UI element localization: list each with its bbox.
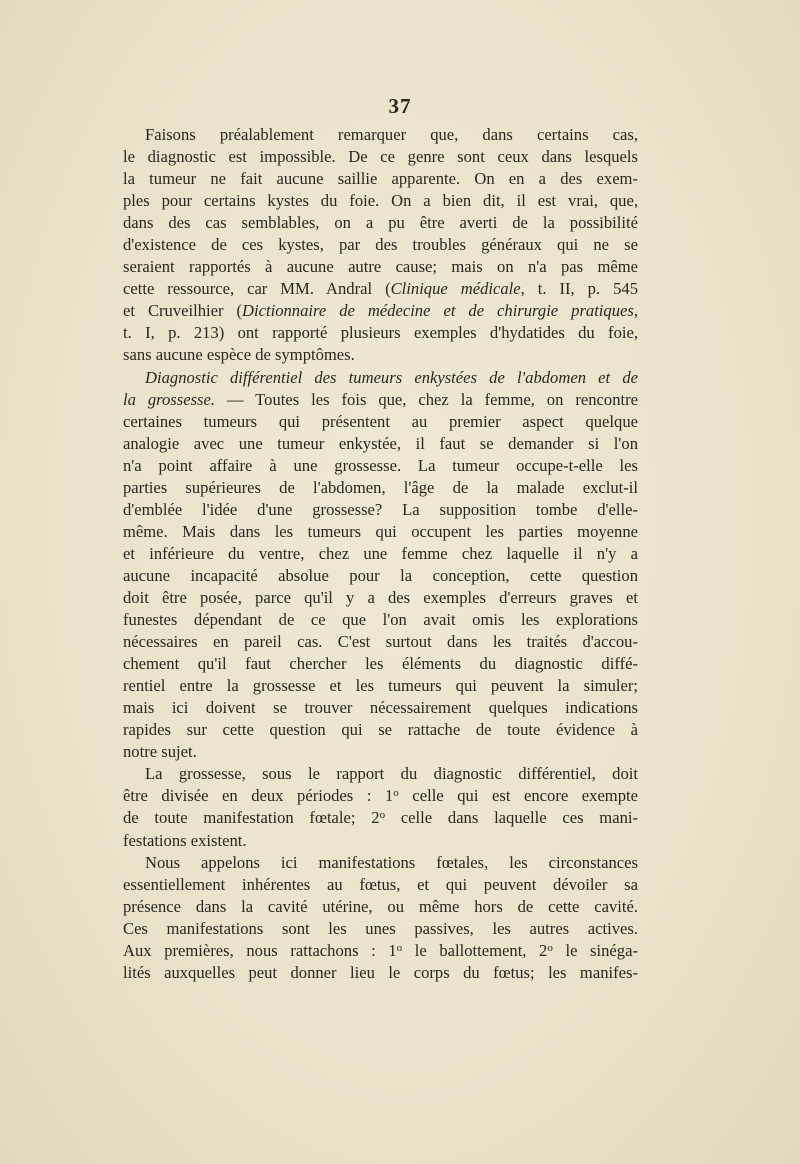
text-line: essentiellement inhérentes au fœtus, et qui peuvent dévoiler sa [123, 874, 638, 894]
text-line: funestes dépendant de ce que l'on avait omis les explorations [123, 610, 638, 630]
text-line: la tumeur ne fait aucune saillie apparente. On en a des exem- [123, 169, 638, 189]
text-line: d'existence de ces kystes, par des troubles généraux qui ne se [123, 235, 638, 255]
text-line: doit être posée, parce qu'il y a des exemples d'erreurs graves et [123, 587, 638, 607]
text-line: certaines tumeurs qui présentent au premier aspect quelque [123, 411, 638, 431]
text-line: rentiel entre la grossesse et les tumeurs qui peuvent la simuler; [123, 676, 638, 696]
text-line: Faisons préalablement remarquer que, dans certains cas, [145, 125, 638, 144]
text-line: nécessaires en pareil cas. C'est surtout dans les traités d'accou- [123, 632, 638, 652]
text-line: être divisée en deux périodes : 1$^o$ celle qui est encore exempte [123, 786, 638, 806]
text-line: parties supérieures de l'abdomen, l'âge de la malade exclut-il [123, 477, 638, 497]
text-line: lités auxquelles peut donner lieu le corps du fœtus; les manifes- [123, 962, 638, 982]
text-line: et inférieure du ventre, chez une femme chez laquelle il n'y a [123, 543, 638, 563]
text-line: aucune incapacité absolue pour la conception, cette question [123, 565, 638, 585]
text-line: dans des cas semblables, on a pu être averti de la possibilité [123, 213, 638, 233]
text-line: de toute manifestation fœtale; 2$^o$ celle dans laquelle ces mani- [123, 808, 638, 828]
text-line: la grossesse. — Toutes les fois que, chez la femme, on rencontre [123, 389, 638, 409]
section-heading-line: Diagnostic différentiel des tumeurs enkystées de l'abdomen et de [145, 367, 638, 387]
text-line: Aux premières, nous rattachons : 1$^o$ le ballottement, 2$^o$ le sinéga- [123, 940, 638, 960]
body-text [123, 124, 638, 984]
text-line: cette ressource, car MM. Andral (Clinique médicale, t. II, p. 545 [123, 279, 638, 299]
text-line: n'a point affaire à une grossesse. La tumeur occupe-t-elle les [123, 455, 638, 475]
text-line: Nous appelons ici manifestations fœtales, les circonstances [145, 852, 638, 872]
text-line: ples pour certains kystes du foie. On a bien dit, il est vrai, que, [123, 191, 638, 211]
text-line: t. I, p. 213) ont rapporté plusieurs exemples d'hydatides du foie, [123, 323, 638, 343]
text-line: rapides sur cette question qui se rattache de toute évidence à [123, 720, 638, 740]
text-line: d'emblée l'idée d'une grossesse? La supposition tombe d'elle- [123, 499, 638, 519]
text-line: et Cruveilhier (Dictionnaire de médecine et de chirurgie pratiques, [123, 301, 638, 321]
text-line: festations existent. [123, 830, 247, 850]
text-line: chement qu'il faut chercher les éléments du diagnostic diffé- [123, 654, 638, 674]
text-line: La grossesse, sous le rapport du diagnostic différentiel, doit [145, 764, 638, 784]
text-line: mais ici doivent se trouver nécessairement quelques indications [123, 698, 638, 718]
text-line: le diagnostic est impossible. De ce genre sont ceux dans lesquels [123, 147, 638, 167]
text-line: notre sujet. [123, 742, 197, 762]
text-line: analogie avec une tumeur enkystée, il faut se demander si l'on [123, 433, 638, 453]
text-line: Ces manifestations sont les unes passives, les autres actives. [123, 918, 638, 938]
page-number: 37 [388, 94, 412, 118]
text-line: même. Mais dans les tumeurs qui occupent les parties moyenne [123, 521, 638, 541]
text-line: sans aucune espèce de symptômes. [123, 345, 355, 365]
text-line: seraient rapportés à aucune autre cause; mais on n'a pas même [123, 257, 638, 277]
text-line: présence dans la cavité utérine, ou même hors de cette cavité. [123, 896, 638, 916]
